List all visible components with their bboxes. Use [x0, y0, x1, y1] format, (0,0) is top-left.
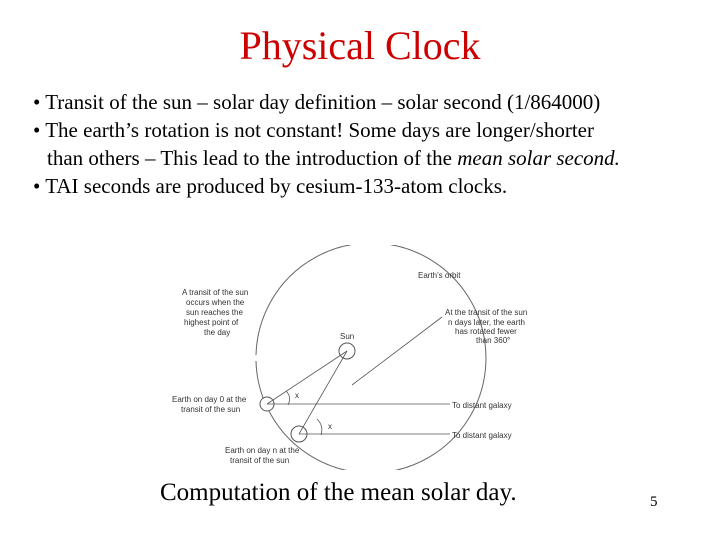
bullet-item	[33, 116, 720, 172]
bullet-item	[33, 88, 720, 116]
angle-arc-day0	[286, 391, 290, 405]
bullet-text: • The earth’s rotation is not constant! Some days are longer/shorter	[33, 118, 594, 142]
to-galaxy-label-1: To distant galaxy	[452, 401, 512, 410]
bullet-list	[33, 88, 720, 200]
page-number: 5	[650, 494, 658, 510]
transit-note: A transit of the sun occurs when the sun reaches the highest point of the day	[182, 288, 249, 337]
to-galaxy-label-2: To distant galaxy	[452, 431, 512, 440]
slide-title: Physical Clock	[239, 23, 481, 68]
earth-day0-label: Earth on day 0 at the transit of the sun	[172, 395, 247, 414]
bullet-text: • Transit of the sun – solar day definition – solar second (1/864000)	[33, 90, 601, 114]
bullet-text-continued	[33, 144, 720, 172]
earth-dayn-label: Earth on day n at the transit of the sun	[225, 446, 300, 465]
sun-label: Sun	[340, 332, 355, 341]
angle-x-label-2: x	[328, 422, 332, 431]
transit-n-note: At the transit of the sun n days later, the earth has rotated fewer than 360°	[445, 308, 528, 345]
bullet-emphasis: mean solar second.	[457, 146, 620, 170]
note-pointer-line	[352, 317, 442, 385]
line-day0-sun	[267, 351, 347, 404]
diagram-caption: Computation of the mean solar day.	[160, 479, 517, 506]
bullet-item	[33, 172, 720, 200]
solar-day-diagram	[160, 245, 580, 470]
line-dayn-sun	[299, 351, 347, 434]
angle-x-label-1: x	[295, 391, 299, 400]
solar-day-diagram-svg	[160, 245, 580, 470]
bullet-text-plain: than others – This lead to the introduction of the	[47, 146, 458, 170]
angle-arc-dayn	[317, 419, 322, 435]
earths-orbit-label: Earth's orbit	[418, 271, 461, 280]
bullet-text: • TAI seconds are produced by cesium-133-atom clocks.	[33, 174, 508, 198]
